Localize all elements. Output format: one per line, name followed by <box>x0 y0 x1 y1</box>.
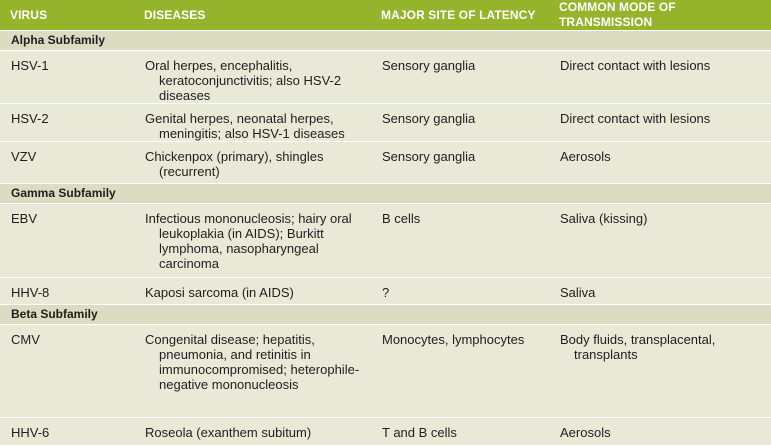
diseases-cell: Kaposi sarcoma (in AIDS) <box>134 278 371 305</box>
latency-cell: Sensory ganglia <box>371 104 549 142</box>
group-row-beta <box>0 305 771 325</box>
virus-cell: HHV-8 <box>0 278 134 305</box>
group-label: Gamma Subfamily <box>0 184 771 204</box>
diseases-cell: Chickenpox (primary), shingles (recurrent) <box>134 142 371 184</box>
latency-cell: T and B cells <box>371 418 549 445</box>
table-row <box>0 278 771 305</box>
diseases-cell: Genital herpes, neonatal herpes, meningitis; also HSV-1 diseases <box>134 104 371 142</box>
group-label: Beta Subfamily <box>0 305 771 325</box>
transmission-cell: Direct contact with lesions <box>549 51 771 104</box>
group-row-gamma <box>0 184 771 204</box>
header-transmission: COMMON MODE OF TRANSMISSION <box>559 0 676 29</box>
diseases-cell: Congenital disease; hepatitis, pneumonia, and retinitis in immunocompromised; heterophile-negative mononucleosis <box>134 325 371 418</box>
header-virus: VIRUS <box>10 7 48 22</box>
header-row <box>0 0 771 31</box>
virus-cell: EBV <box>0 204 134 278</box>
diseases-cell: Oral herpes, encephalitis, keratoconjunctivitis; also HSV-2 diseases <box>134 51 371 104</box>
table-row <box>0 142 771 184</box>
transmission-cell: Saliva (kissing) <box>549 204 771 278</box>
table-row <box>0 51 771 104</box>
group-row-alpha <box>0 31 771 51</box>
virus-cell: CMV <box>0 325 134 418</box>
table-row <box>0 325 771 418</box>
latency-cell: ? <box>371 278 549 305</box>
virus-cell: VZV <box>0 142 134 184</box>
virus-cell: HHV-6 <box>0 418 134 445</box>
transmission-cell: Aerosols <box>549 418 771 445</box>
diseases-cell: Roseola (exanthem subitum) <box>134 418 371 445</box>
header-latency: MAJOR SITE OF LATENCY <box>381 7 536 22</box>
transmission-cell: Aerosols <box>549 142 771 184</box>
table-row <box>0 104 771 142</box>
transmission-cell: Body fluids, transplacental, transplants <box>549 325 771 418</box>
latency-cell: Sensory ganglia <box>371 51 549 104</box>
transmission-cell: Saliva <box>549 278 771 305</box>
table-row <box>0 418 771 445</box>
virus-cell: HSV-1 <box>0 51 134 104</box>
virus-cell: HSV-2 <box>0 104 134 142</box>
latency-cell: Sensory ganglia <box>371 142 549 184</box>
header-diseases: DISEASES <box>144 7 206 22</box>
table-row <box>0 204 771 278</box>
group-label: Alpha Subfamily <box>0 31 771 51</box>
diseases-cell: Infectious mononucleosis; hairy oral leukoplakia (in AIDS); Burkitt lymphoma, nasopharyngeal carcinoma <box>134 204 371 278</box>
latency-cell: Monocytes, lymphocytes <box>371 325 549 418</box>
transmission-cell: Direct contact with lesions <box>549 104 771 142</box>
latency-cell: B cells <box>371 204 549 278</box>
